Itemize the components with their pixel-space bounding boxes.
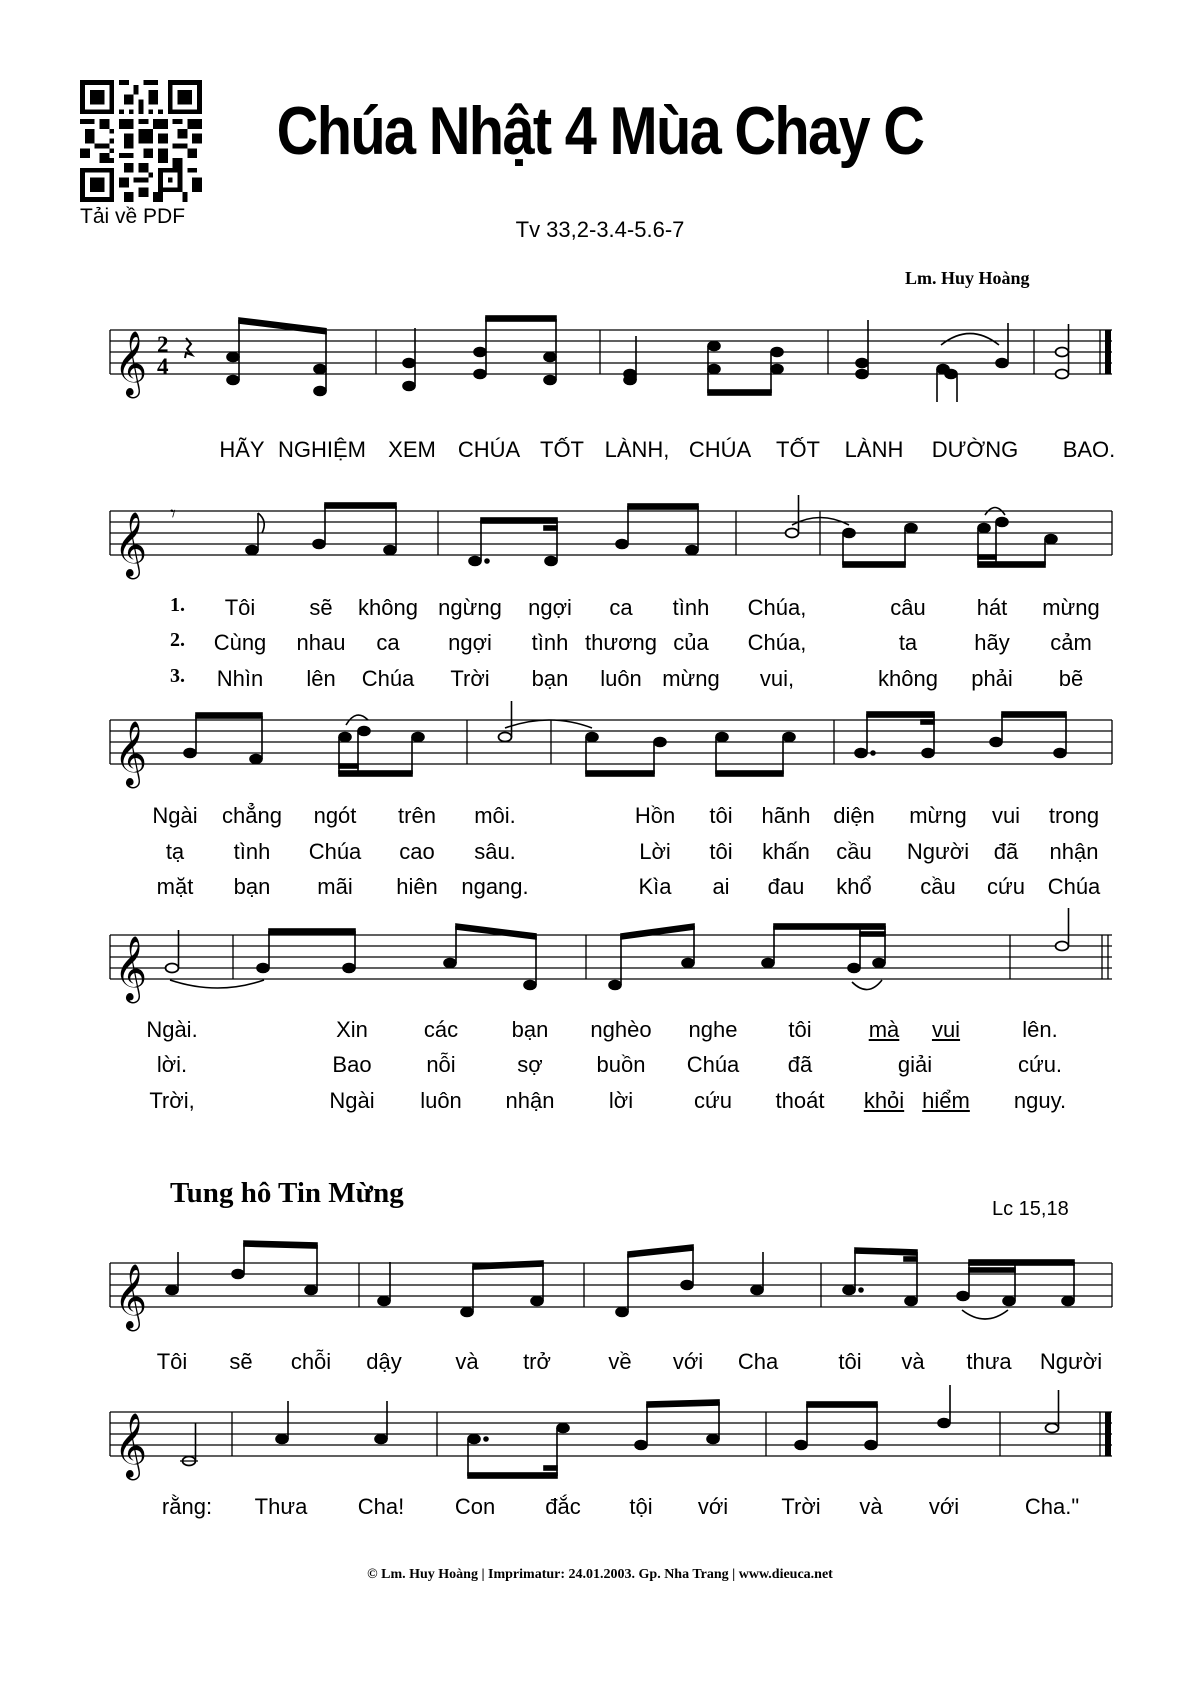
lyric-syllable: cứu. [1017,1052,1063,1077]
lyric-syllable: diện [833,803,875,828]
lyric-syllable: phải [971,666,1013,691]
lyric-syllable: mãi [317,874,353,899]
lyric-syllable: khấn [762,839,810,864]
lyric-syllable: Con [454,1494,496,1519]
lyric-syllable: của [673,630,709,655]
staff-verse-1 [0,495,1200,595]
lyric-syllable: luôn [600,666,642,691]
lyric-syllable: hát [976,595,1008,620]
slur [941,334,999,346]
lyric-syllable: tình [672,595,710,620]
lyric-syllable: lên. [1022,1017,1058,1042]
lyric-syllable: thưa [966,1349,1012,1374]
lyric-syllable: Cùng [213,630,267,655]
lyric-syllable: NGHIỆM [278,437,366,462]
lyric-syllable: CHÚA [688,437,752,462]
lyric-syllable: cao [399,839,435,864]
lyric-syllable: Kìa [638,874,672,899]
lyric-syllable: nghe [688,1017,738,1042]
lyric-syllable: cảm [1050,630,1092,655]
lyric-syllable: nguy. [1013,1088,1067,1113]
lyric-syllable: đã [787,1052,813,1077]
lyric-syllable: Chúa [308,839,362,864]
lyric-syllable: TỐT [776,437,820,462]
treble-clef-icon: 𝄞 [114,1264,148,1329]
staff-verse-3 [0,910,1200,1020]
lyric-syllable: DƯỜNG [931,437,1019,462]
lyric-syllable: Bao [332,1052,372,1077]
lyric-syllable: Trời, [149,1088,195,1113]
lyric-syllable: Xin [336,1017,368,1042]
lyric-syllable: hãy [974,630,1010,655]
lyric-syllable: mừng [909,803,967,828]
lyric-syllable: Tôi [224,595,256,620]
lyric-syllable: mà [868,1017,900,1042]
lyric-syllable: ngừng [438,595,502,620]
lyric-syllable: về [608,1349,632,1374]
lyric-syllable: TỐT [540,437,584,462]
staff-refrain [0,315,1200,415]
lyric-syllable: cứu [694,1088,732,1113]
final-barline [1105,330,1111,374]
lyric-syllable: Người [1039,1349,1103,1374]
lyric-syllable: câu [890,595,926,620]
lyric-syllable: Cha [737,1349,779,1374]
lyric-syllable: Nhìn [216,666,264,691]
lyric-syllable: cầu [836,839,872,864]
staff-acclamation-2 [0,1390,1200,1490]
lyric-syllable: bạn [531,666,569,691]
lyric-syllable: nhận [1049,839,1099,864]
lyric-syllable: Chúa [361,666,415,691]
lyric-syllable: mặt [156,874,194,899]
lyric-syllable: tôi [788,1017,812,1042]
lyric-syllable: không [358,595,418,620]
lyric-syllable: LÀNH [844,437,904,462]
lyric-syllable: lời. [156,1052,188,1077]
lyric-syllable: Ngài [329,1088,375,1113]
lyric-syllable: trên [398,803,436,828]
lyric-syllable: Chúa [686,1052,740,1077]
lyric-syllable: tình [531,630,569,655]
lyric-syllable: bạn [233,874,271,899]
staff-acclamation-1 [0,1240,1200,1340]
lyric-syllable: khổ [836,874,872,899]
lyric-syllable: không [878,666,938,691]
lyric-syllable: đắc [545,1494,581,1519]
lyric-syllable: trở [523,1349,551,1374]
lyric-syllable: nghèo [590,1017,652,1042]
lyric-syllable: ca [376,630,400,655]
lyric-syllable: tôi [709,803,733,828]
staff-verse-2 [0,705,1200,805]
final-barline [1105,1412,1111,1456]
lyric-syllable: Tôi [156,1349,188,1374]
psalm-reference: Tv 33,2-3.4-5.6-7 [515,217,685,242]
page-title: Chúa Nhật 4 Mùa Chay C [276,93,924,169]
lyric-syllable: với [672,1349,704,1374]
lyric-syllable: Ngài [152,803,198,828]
lyric-syllable: ngang. [461,874,529,899]
lyric-syllable: Chúa [1047,874,1101,899]
lyric-syllable: vui [991,803,1021,828]
time-signature-top: 2 [157,332,169,357]
lyric-syllable: Chúa, [747,595,807,620]
lyric-syllable: lời [608,1088,634,1113]
lyric-syllable: luôn [420,1088,462,1113]
lyric-syllable: vui [931,1017,961,1042]
lyric-syllable: tội [629,1494,653,1519]
lyric-syllable: tôi [709,839,733,864]
treble-clef-icon: 𝄞 [114,1413,148,1478]
lyric-syllable: sẽ [229,1349,253,1374]
footer-copyright: © Lm. Huy Hoàng | Imprimatur: 24.01.2003. Gp. Nha Trang | www.dieuca.net [367,1567,833,1582]
lyric-syllable: HÃY [219,437,265,462]
lyric-syllable: sợ [517,1052,543,1077]
lyric-syllable: Thưa [254,1494,308,1519]
lyric-syllable: khỏi [863,1088,905,1113]
lyric-syllable: ngợi [448,630,492,655]
lyric-syllable: hãnh [761,803,811,828]
lyric-syllable: ta [898,630,918,655]
lyric-syllable: nỗi [426,1052,456,1077]
time-signature-bottom: 4 [157,354,169,379]
lyric-syllable: thương [585,630,657,655]
lyric-syllable: Trời [450,666,490,691]
composer-name: Lm. Huy Hoàng [905,268,1030,288]
lyric-syllable: bẽ [1058,666,1084,691]
lyric-syllable: hiểm [922,1088,970,1113]
lyric-syllable: với [928,1494,960,1519]
verse-number: 3. [170,665,185,687]
lyric-syllable: giải [897,1052,933,1077]
lyric-syllable: Cha." [1024,1494,1080,1519]
lyric-syllable: các [423,1017,459,1042]
gospel-reference: Lc 15,18 [992,1198,1069,1220]
treble-clef-icon: 𝄞 [114,936,148,1001]
lyric-syllable: cầu [920,874,956,899]
lyric-syllable: dậy [366,1349,402,1374]
lyric-syllable: trong [1048,803,1100,828]
lyric-syllable: mừng [662,666,720,691]
lyric-syllable: Chúa, [747,630,807,655]
lyric-syllable: lên [306,666,336,691]
lyric-syllable: vui, [759,666,795,691]
lyric-syllable: BAO. [1062,437,1116,462]
lyric-syllable: hiên [396,874,438,899]
lyric-syllable: và [901,1349,925,1374]
lyric-syllable: mừng [1042,595,1100,620]
lyric-syllable: ngót [313,803,357,828]
lyric-syllable: Lời [639,839,671,864]
treble-clef-icon: 𝄞 [114,721,148,786]
treble-clef-icon: 𝄞 [114,331,148,396]
eighth-rest-icon: 𝄾 [170,502,176,527]
lyric-syllable: với [697,1494,729,1519]
lyric-syllable: Hồn [634,803,676,828]
treble-clef-icon: 𝄞 [114,512,148,577]
lyric-syllable: bạn [511,1017,549,1042]
lyric-syllable: Người [906,839,970,864]
lyric-syllable: đau [767,874,805,899]
lyric-syllable: ai [712,874,730,899]
verse-number: 1. [170,594,185,616]
lyric-syllable: đã [993,839,1019,864]
lyric-syllable: tôi [838,1349,862,1374]
lyric-syllable: môi. [474,803,516,828]
lyric-syllable: cứu [987,874,1025,899]
lyric-syllable: sâu. [474,839,516,864]
verse-number: 2. [170,629,185,651]
lyric-syllable: nhau [296,630,346,655]
lyric-syllable: tạ [165,839,185,864]
lyric-syllable: ngợi [528,595,572,620]
lyric-syllable: sẽ [309,595,333,620]
lyric-syllable: CHÚA [457,437,521,462]
lyric-syllable: buồn [596,1052,646,1077]
lyric-syllable: thoát [775,1088,825,1113]
section-title-acclamation: Tung hô Tin Mừng [170,1177,404,1209]
lyric-syllable: Ngài. [146,1017,198,1042]
lyric-syllable: rằng: [161,1494,213,1519]
lyric-syllable: nhận [505,1088,555,1113]
lyric-syllable: LÀNH, [604,437,670,462]
lyric-syllable: tình [233,839,271,864]
lyric-syllable: và [859,1494,883,1519]
lyric-syllable: chẳng [222,803,282,828]
lyric-syllable: Trời [781,1494,821,1519]
lyric-syllable: chỗi [290,1349,332,1374]
lyric-syllable: và [455,1349,479,1374]
lyric-syllable: Cha! [357,1494,405,1519]
download-pdf-link[interactable]: Tải về PDF [80,205,186,228]
lyric-syllable: XEM [388,437,436,462]
lyric-syllable: ca [609,595,633,620]
